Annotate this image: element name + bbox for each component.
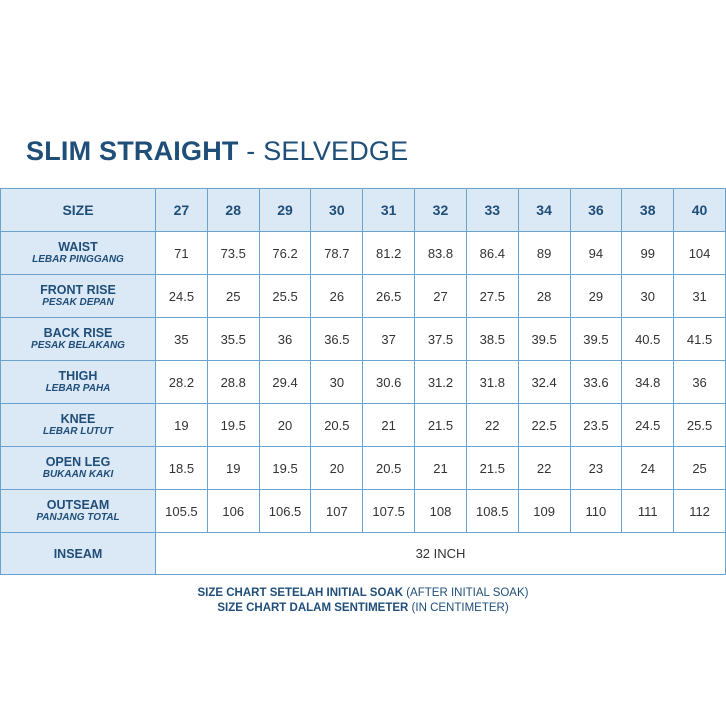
measurement-cell: 19 [207,447,259,490]
measurement-cell: 23 [570,447,622,490]
note-line [0,586,726,601]
measurement-cell: 24.5 [622,404,674,447]
measurement-cell: 32.4 [518,361,570,404]
measurement-cell: 25.5 [674,404,726,447]
measurement-cell: 34.8 [622,361,674,404]
measurement-cell: 33.6 [570,361,622,404]
measurement-cell: 41.5 [674,318,726,361]
measurement-cell: 35 [156,318,208,361]
measurement-cell: 105.5 [156,490,208,533]
measurement-cell: 106.5 [259,490,311,533]
measurement-cell: 83.8 [415,232,467,275]
measurement-cell: 28.2 [156,361,208,404]
inseam-label-cell [1,533,156,575]
table-row [1,318,726,361]
measurement-cell: 31.8 [466,361,518,404]
measurement-cell: 104 [674,232,726,275]
row-sublabel: LEBAR PAHA [45,383,111,394]
measurement-cell: 20.5 [311,404,363,447]
measurement-cell: 23.5 [570,404,622,447]
measurement-cell: 24.5 [156,275,208,318]
table-row [1,232,726,275]
row-sublabel: BUKAAN KAKI [42,469,114,480]
row-sublabel: PESAK DEPAN [42,297,114,308]
measurement-cell: 37.5 [415,318,467,361]
size-chart-table [0,188,726,575]
measurement-cell: 24 [622,447,674,490]
page-title [26,136,408,167]
measurement-cell: 99 [622,232,674,275]
measurement-cell: 39.5 [518,318,570,361]
measurement-cell: 30 [622,275,674,318]
row-label-cell [1,404,156,447]
row-label-cell [1,318,156,361]
size-header-32: 32 [415,189,467,232]
measurement-cell: 106 [207,490,259,533]
measurement-cell: 107 [311,490,363,533]
measurement-cell: 19.5 [259,447,311,490]
row-label-cell [1,490,156,533]
measurement-cell: 30.6 [363,361,415,404]
title-bold: SLIM STRAIGHT [26,136,239,166]
measurement-cell: 38.5 [466,318,518,361]
measurement-cell: 94 [570,232,622,275]
table-body [1,232,726,575]
measurement-cell: 31.2 [415,361,467,404]
measurement-cell: 36.5 [311,318,363,361]
title-rest: - SELVEDGE [238,136,409,166]
measurement-cell: 107.5 [363,490,415,533]
row-label: FRONT RISE [40,283,116,297]
measurement-cell: 108.5 [466,490,518,533]
size-header-30: 30 [311,189,363,232]
row-sublabel: LEBAR LUTUT [43,426,113,437]
size-header-27: 27 [156,189,208,232]
measurement-cell: 112 [674,490,726,533]
table-row [1,447,726,490]
note-bold: SIZE CHART SETELAH INITIAL SOAK [197,587,404,599]
measurement-cell: 18.5 [156,447,208,490]
row-label: OPEN LEG [45,455,111,469]
measurement-cell: 22.5 [518,404,570,447]
measurement-cell: 25 [674,447,726,490]
row-label-cell [1,447,156,490]
header-row [1,189,726,232]
notes [0,586,726,616]
measurement-cell: 20.5 [363,447,415,490]
measurement-cell: 30 [311,361,363,404]
measurement-cell: 111 [622,490,674,533]
measurement-cell: 21.5 [415,404,467,447]
measurement-cell: 28.8 [207,361,259,404]
row-label: BACK RISE [43,326,113,340]
inseam-value: 32 INCH [156,533,726,575]
inseam-label: INSEAM [53,546,103,561]
measurement-cell: 81.2 [363,232,415,275]
measurement-cell: 22 [518,447,570,490]
measurement-cell: 40.5 [622,318,674,361]
table-row [1,275,726,318]
measurement-cell: 20 [311,447,363,490]
measurement-cell: 86.4 [466,232,518,275]
measurement-cell: 25.5 [259,275,311,318]
row-label-cell [1,275,156,318]
measurement-cell: 20 [259,404,311,447]
row-sublabel: LEBAR PINGGANG [32,254,124,265]
measurement-cell: 25 [207,275,259,318]
measurement-cell: 109 [518,490,570,533]
row-label-cell [1,361,156,404]
size-header-cell: SIZE [1,189,156,232]
measurement-cell: 37 [363,318,415,361]
measurement-cell: 19 [156,404,208,447]
inseam-row [1,533,726,575]
row-label: WAIST [58,240,98,254]
size-header-38: 38 [622,189,674,232]
measurement-cell: 19.5 [207,404,259,447]
row-label: KNEE [60,412,96,426]
measurement-cell: 21 [363,404,415,447]
measurement-cell: 36 [674,361,726,404]
size-header-29: 29 [259,189,311,232]
note-rest: (AFTER INITIAL SOAK) [403,587,529,599]
row-label: THIGH [58,369,98,383]
measurement-cell: 71 [156,232,208,275]
size-header-34: 34 [518,189,570,232]
measurement-cell: 28 [518,275,570,318]
note-line [0,601,726,616]
table-row [1,361,726,404]
row-sublabel: PANJANG TOTAL [36,512,120,523]
measurement-cell: 73.5 [207,232,259,275]
measurement-cell: 35.5 [207,318,259,361]
measurement-cell: 21 [415,447,467,490]
size-header-28: 28 [207,189,259,232]
size-header-31: 31 [363,189,415,232]
table-row [1,404,726,447]
row-label-cell [1,232,156,275]
note-bold: SIZE CHART DALAM SENTIMETER [217,602,409,614]
measurement-cell: 31 [674,275,726,318]
size-header-36: 36 [570,189,622,232]
table-row [1,490,726,533]
measurement-cell: 29 [570,275,622,318]
measurement-cell: 108 [415,490,467,533]
measurement-cell: 89 [518,232,570,275]
measurement-cell: 36 [259,318,311,361]
measurement-cell: 78.7 [311,232,363,275]
size-header-33: 33 [466,189,518,232]
measurement-cell: 27.5 [466,275,518,318]
measurement-cell: 21.5 [466,447,518,490]
measurement-cell: 39.5 [570,318,622,361]
measurement-cell: 76.2 [259,232,311,275]
size-header-40: 40 [674,189,726,232]
note-rest: (IN CENTIMETER) [408,602,509,614]
measurement-cell: 29.4 [259,361,311,404]
row-sublabel: PESAK BELAKANG [31,340,125,351]
measurement-cell: 26 [311,275,363,318]
measurement-cell: 27 [415,275,467,318]
measurement-cell: 22 [466,404,518,447]
measurement-cell: 26.5 [363,275,415,318]
measurement-cell: 110 [570,490,622,533]
row-label: OUTSEAM [46,498,110,512]
